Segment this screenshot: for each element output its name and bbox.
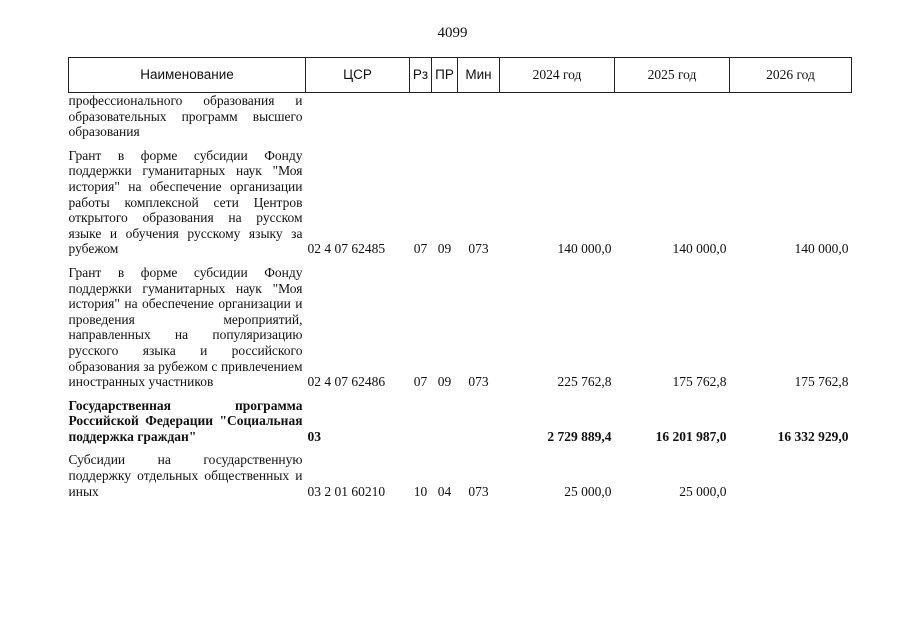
row-csr: 03 [307,428,321,444]
column-header-name: Наименование [69,58,306,93]
row-csr: 03 2 01 60210 [307,483,386,499]
column-header-csr: ЦСР [306,58,410,93]
column-header-rz: Рз [410,58,432,93]
row-csr: 02 4 07 62486 [307,374,386,390]
row-min [458,93,500,140]
row-name: профессионального образования и образовательных программ высшего образования [68,93,303,140]
row-2024: 25 000,0 [564,483,612,499]
row-2026 [730,93,852,140]
row-rz [410,93,432,140]
row-pr: 09 [437,241,452,257]
column-header-min: Мин [458,58,500,93]
row-rz: 07 [413,241,428,257]
row-2025: 16 201 987,0 [655,428,727,444]
table-row [69,257,852,390]
row-rz: 10 [413,483,428,499]
row-2026: 140 000,0 [794,241,849,257]
column-header-2024: 2024 год [500,58,615,93]
row-2024: 2 729 889,4 [547,428,612,444]
row-rz: 07 [413,374,428,390]
row-2025: 140 000,0 [672,241,727,257]
row-name: Грант в форме субсидии Фонду поддержки гуманитарных наук "Моя история" на обеспечение организации и проведения мероприятий, направленных на популяризацию русского языка и российского образования за рубежом с привлечением иностранных участников [68,264,303,390]
row-pr: 09 [437,374,452,390]
row-2026 [730,444,852,499]
table-row-program [69,390,852,445]
row-name: Субсидии на государственную поддержку отдельных общественных и иных [68,452,303,499]
row-name: Грант в форме субсидии Фонду поддержки гуманитарных наук "Моя история" на обеспечение организации работы комплексной сети Центров открытого образования на русском языке и обучения русскому языку за рубежом [68,147,303,257]
page-number: 4099 [437,25,468,41]
row-csr: 02 4 07 62485 [307,241,386,257]
row-2026: 175 762,8 [794,374,849,390]
table-row [69,93,852,140]
table-header-row [69,58,852,93]
row-min: 073 [468,241,489,257]
row-2025: 25 000,0 [679,483,727,499]
column-header-pr: ПР [432,58,458,93]
row-rz [410,390,432,445]
row-pr [432,93,458,140]
row-name: Государственная программа Российской Федерации "Социальная поддержка граждан" [68,397,303,444]
column-header-2026: 2026 год [730,58,852,93]
row-min: 073 [468,374,489,390]
row-pr: 04 [437,483,452,499]
row-2024: 225 762,8 [557,374,612,390]
row-csr [306,93,410,140]
row-min: 073 [468,483,489,499]
column-header-2025: 2025 год [615,58,730,93]
row-2025 [615,93,730,140]
budget-table [68,57,852,499]
row-min [458,390,500,445]
row-pr [432,390,458,445]
row-2024 [500,93,615,140]
row-2024: 140 000,0 [557,241,612,257]
row-2026: 16 332 929,0 [777,428,849,444]
table-row [69,444,852,499]
table-row [69,140,852,257]
row-2025: 175 762,8 [672,374,727,390]
